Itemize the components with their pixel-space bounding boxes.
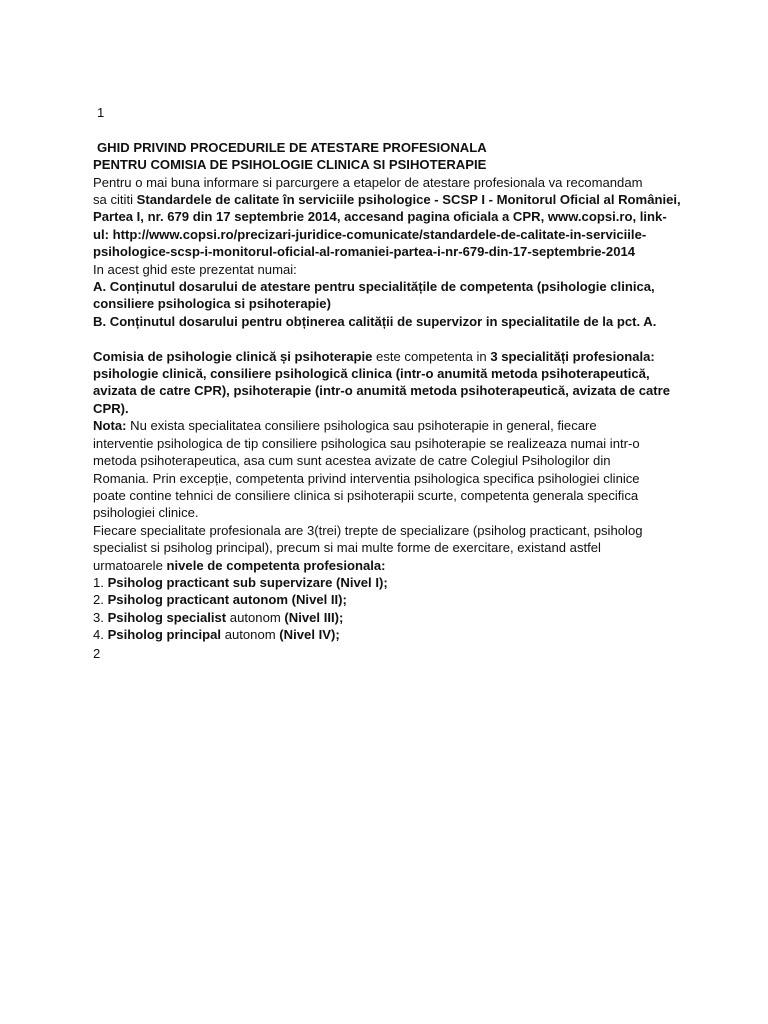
list-item-number: 1. xyxy=(93,574,108,590)
intro-line-2 xyxy=(93,191,683,208)
point-a-line-1: A. Conținutul dosarului de atestare pentru specialitățile de competenta (psihologie clinica, xyxy=(93,279,655,295)
list-item-number: 4. xyxy=(93,627,108,643)
commission-line-1 xyxy=(93,348,683,365)
page-number-bottom: 2 xyxy=(93,645,101,661)
list-item-title: Psiholog specialist xyxy=(107,609,227,625)
link-line-1[interactable]: ul: http://www.copsi.ro/precizari-juridice-comunicate/standardele-de-calitate-in-serviciile- xyxy=(93,226,647,242)
list-item xyxy=(93,609,683,626)
note-text: Nu exista specialitatea consiliere psihologica sau psihoterapie in general, fiecare xyxy=(126,418,597,434)
specialties-count: 3 specialități profesionala: xyxy=(490,348,655,364)
note-label: Nota: xyxy=(93,418,127,434)
commission-mid-text: este competenta in xyxy=(372,348,491,364)
list-item xyxy=(93,574,683,591)
spacer xyxy=(93,330,683,347)
page-number-top: 1 xyxy=(97,105,105,120)
intro-line-1: Pentru o mai buna informare si parcurgere a etapelor de atestare profesionala va recomandam xyxy=(93,174,643,190)
note-line-3: metoda psihoterapeutica, asa cum sunt acestea avizate de catre Colegiul Psihologilor din xyxy=(93,453,611,469)
note-line-5: poate contine tehnici de consiliere clinica si psihoterapii scurte, competenta generala specifica xyxy=(93,487,639,503)
intro-text: sa cititi xyxy=(93,192,137,208)
list-item-mode: autonom xyxy=(226,609,285,625)
heading-line-2: PENTRU COMISIA DE PSIHOLOGIE CLINICA SI PSIHOTERAPIE xyxy=(93,157,487,173)
list-item-mode: autonom xyxy=(221,627,280,643)
levels-intro-text: urmatoarele xyxy=(93,557,167,573)
levels-intro-line-3 xyxy=(93,557,683,574)
levels-intro-line-1: Fiecare specialitate profesionala are 3(trei) trepte de specializare (psiholog practicant, psiholog xyxy=(93,522,643,538)
commission-line-3: avizata de catre CPR), psihoterapie (intr-o anumită metoda psihoterapeutică, avizata de catre xyxy=(93,383,671,399)
note-line-6: psihologiei clinice. xyxy=(93,505,199,521)
heading-line-1: GHID PRIVIND PROCEDURILE DE ATESTARE PROFESIONALA xyxy=(97,139,487,155)
point-a-line-2: consiliere psihologica si psihoterapie) xyxy=(93,296,331,312)
standards-reference: Standardele de calitate în serviciile psihologice - SCSP I - Monitorul Oficial al României, xyxy=(136,192,681,208)
presented-text: In acest ghid este prezentat numai: xyxy=(93,261,297,277)
commission-name: Comisia de psihologie clinică și psihoterapie xyxy=(93,348,373,364)
note-line-1 xyxy=(93,417,683,434)
note-line-2: interventie psihologica de tip consiliere psihologica sau psihoterapie se realizeaza numai intr-o xyxy=(93,435,640,451)
list-item-title: Psiholog practicant sub supervizare (Nivel I); xyxy=(107,574,388,590)
list-item xyxy=(93,591,683,608)
list-item-number: 2. xyxy=(93,592,108,608)
spacer xyxy=(93,121,683,138)
note-line-4: Romania. Prin excepție, competenta privind interventia psihologica specifica psihologiei clinice xyxy=(93,470,640,486)
intro-line-3: Partea I, nr. 679 din 17 septembrie 2014, accesand pagina oficiala a CPR, www.copsi.ro, link- xyxy=(93,209,667,225)
list-item-level: (Nivel III); xyxy=(284,609,344,625)
commission-line-4: CPR). xyxy=(93,400,129,416)
link-line-2[interactable]: psihologice-scsp-i-monitorul-oficial-al-romaniei-partea-i-nr-679-din-17-septembrie-2014 xyxy=(93,244,636,260)
document-page xyxy=(93,104,683,662)
levels-intro-line-2: specialist si psiholog principal), precum si mai multe forme de exercitare, existand astfel xyxy=(93,540,601,556)
commission-line-2: psihologie clinică, consiliere psihologică clinica (intr-o anumită metoda psihoterapeutică, xyxy=(93,366,650,382)
list-item-title: Psiholog principal xyxy=(107,627,222,643)
list-item xyxy=(93,626,683,643)
point-b: B. Conținutul dosarului pentru obținerea calității de supervizor in specialitatile de la pct. A. xyxy=(93,313,657,329)
list-item-title: Psiholog practicant autonom (Nivel II); xyxy=(107,592,347,608)
list-item-level: (Nivel IV); xyxy=(279,627,340,643)
list-item-number: 3. xyxy=(93,609,108,625)
competence-levels-label: nivele de competenta profesionala: xyxy=(166,557,386,573)
